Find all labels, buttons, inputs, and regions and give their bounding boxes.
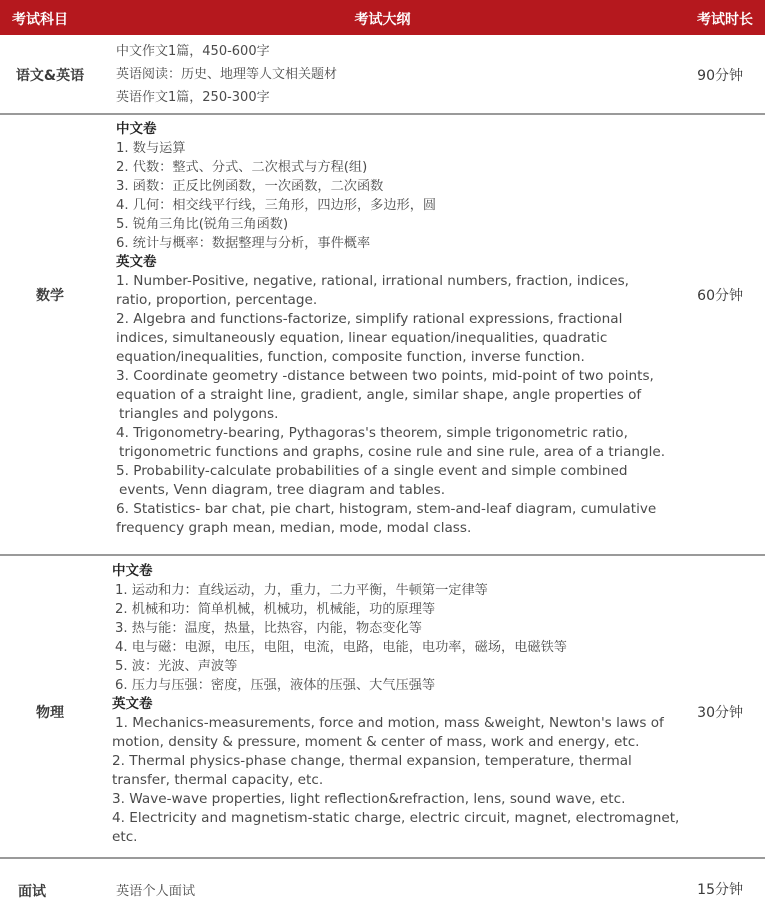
subject-cell: 语文&英语 <box>15 68 85 84</box>
outline-item: 2. 机械和功：简单机械，机械功，机械能，功的原理等 <box>115 602 436 617</box>
outline-item: transfer, thermal capacity, etc. <box>112 772 324 788</box>
outline-cell <box>112 562 692 847</box>
section-title-english: 英文卷 <box>116 254 157 270</box>
outline-item: etc. <box>112 829 138 845</box>
duration-cell: 60分钟 <box>697 288 743 304</box>
outline-item: motion, density & pressure, moment & center of mass, work and energy, etc. <box>112 734 640 750</box>
outline-item: 5. Probability-calculate probabilities of a single event and simple combined <box>116 463 628 479</box>
table-row-math <box>0 115 765 555</box>
outline-item: 3. 热与能：温度，热量，比热容，内能，物态变化等 <box>115 621 422 636</box>
duration-cell: 30分钟 <box>697 705 743 721</box>
outline-item: 4. Electricity and magnetism-static charge, electric circuit, magnet, electromagnet, <box>112 810 680 826</box>
outline-item: indices, simultaneously equation, linear equation/inequalities, quadratic <box>116 330 608 346</box>
section-title-chinese: 中文卷 <box>116 121 157 137</box>
duration-cell: 15分钟 <box>697 882 743 898</box>
outline-item: 6. Statistics- bar chat, pie chart, histogram, stem-and-leaf diagram, cumulative <box>116 501 657 517</box>
outline-item: 6. 统计与概率：数据整理与分析，事件概率 <box>116 236 371 251</box>
outline-item: 1. 运动和力：直线运动，力，重力，二力平衡，牛顿第一定律等 <box>115 583 488 598</box>
outline-item: 2. Algebra and functions-factorize, simplify rational expressions, fractional <box>116 311 623 327</box>
outline-item: 1. Number-Positive, negative, rational, irrational numbers, fraction, indices, <box>116 273 629 289</box>
header-outline: 考试大纲 <box>354 12 411 28</box>
outline-cell <box>116 882 696 901</box>
outline-item: 4. 几何：相交线平行线，三角形，四边形，多边形，圆 <box>116 198 437 213</box>
outline-cell <box>116 120 696 538</box>
outline-line: 英语阅读：历史、地理等人文相关题材 <box>116 67 338 82</box>
outline-item: 6. 压力与压强：密度，压强，液体的压强、大气压强等 <box>115 678 436 693</box>
section-title-chinese: 中文卷 <box>112 563 153 579</box>
outline-item: 5. 波：光波、声波等 <box>115 659 238 674</box>
outline-item: 4. Trigonometry-bearing, Pythagoras's theorem, simple trigonometric ratio, <box>116 425 628 441</box>
subject-cell: 数学 <box>36 288 64 304</box>
outline-item: 4. 电与磁：电源，电压，电阻，电流，电路，电能，电功率，磁场，电磁铁等 <box>115 640 567 655</box>
header-duration: 考试时长 <box>697 12 753 28</box>
outline-item: events, Venn diagram, tree diagram and tables. <box>119 482 446 498</box>
duration-cell: 90分钟 <box>697 68 743 84</box>
outline-item: 1. 数与运算 <box>116 141 186 156</box>
outline-item: 3. 函数：正反比例函数，一次函数，二次函数 <box>116 179 384 194</box>
outline-line: 中文作文1篇，450-600字 <box>116 44 270 59</box>
header-subject: 考试科目 <box>12 12 68 28</box>
section-title-english: 英文卷 <box>112 696 153 712</box>
outline-cell <box>116 40 696 109</box>
outline-item: 2. 代数：整式、分式、二次根式与方程(组) <box>116 160 368 175</box>
outline-item: 5. 锐角三角比(锐角三角函数) <box>116 217 289 232</box>
outline-item: 2. Thermal physics-phase change, thermal expansion, temperature, thermal <box>112 753 632 769</box>
outline-item: equation/inequalities, function, composite function, inverse function. <box>116 349 585 365</box>
table-row-chinese-english <box>0 35 765 113</box>
outline-item: 1. Mechanics-measurements, force and motion, mass &weight, Newton's laws of <box>115 715 664 731</box>
outline-item: trigonometric functions and graphs, cosine rule and sine rule, area of a triangle. <box>119 444 666 460</box>
table-header <box>0 0 765 35</box>
outline-item: 3. Coordinate geometry -distance between two points, mid-point of two points, <box>116 368 654 384</box>
subject-cell: 物理 <box>36 705 64 721</box>
outline-item: frequency graph mean, median, mode, modal class. <box>116 520 472 536</box>
outline-item: ratio, proportion, percentage. <box>116 292 318 308</box>
outline-item: triangles and polygons. <box>119 406 279 422</box>
table-row-interview <box>0 859 765 903</box>
table-row-physics <box>0 556 765 858</box>
outline-item: equation of a straight line, gradient, angle, similar shape, angle properties of <box>116 387 642 403</box>
subject-cell: 面试 <box>18 884 46 900</box>
outline-line: 英语作文1篇，250-300字 <box>116 90 270 105</box>
outline-item: 3. Wave-wave properties, light reflection&refraction, lens, sound wave, etc. <box>112 791 626 807</box>
outline-line: 英语个人面试 <box>116 884 196 899</box>
